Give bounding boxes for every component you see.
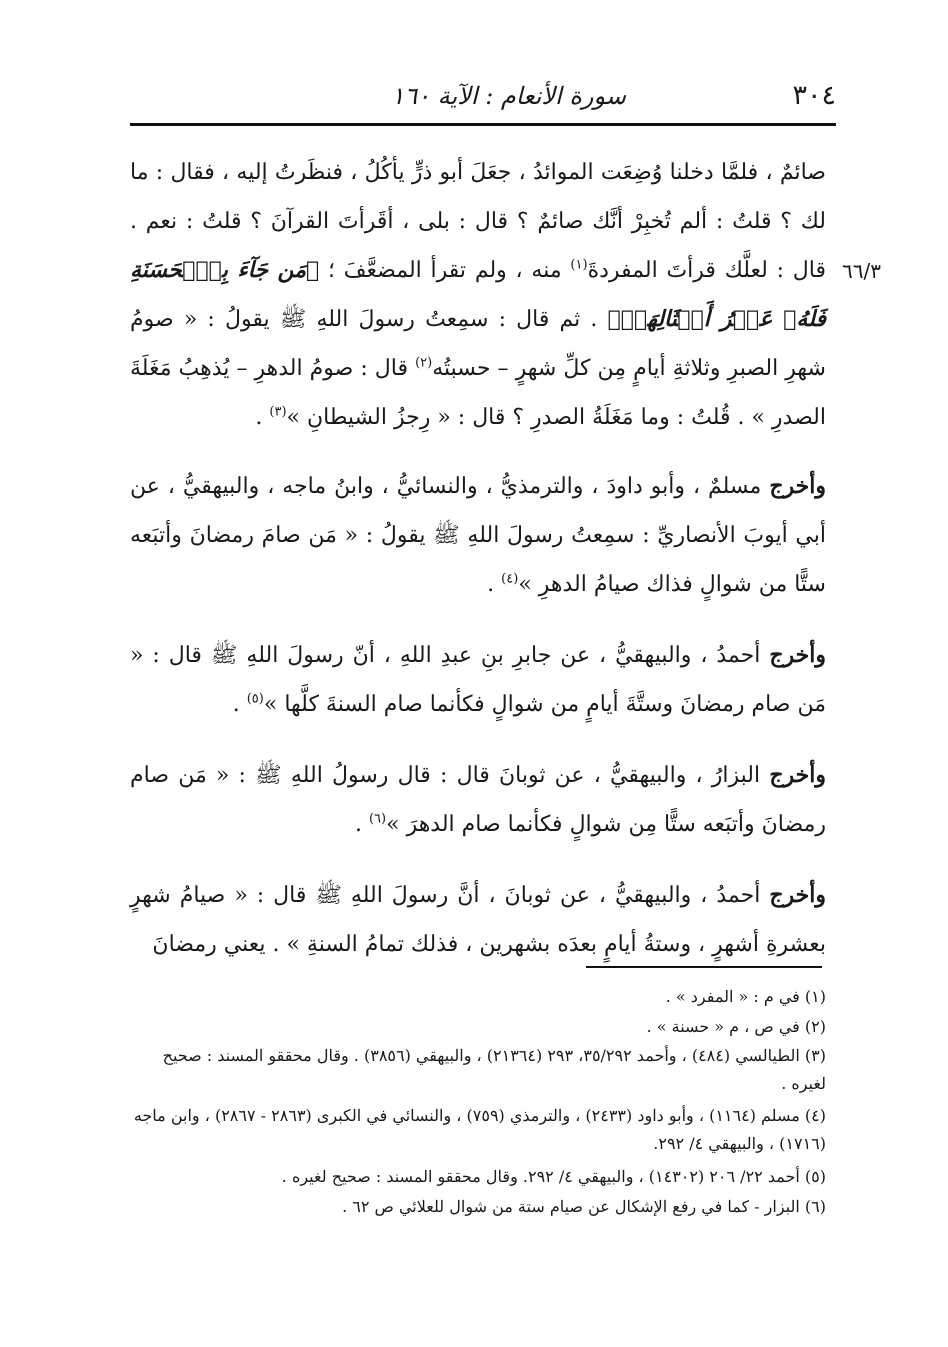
- paragraph-text: أحمدُ ، والبيهقيُّ ، عن ثوبانَ ، أنَّ رسولَ اللهِ ﷺ قال : « صيامُ شهرٍ بعشرةِ أشهرٍ ، وستةُ أيامٍ بعدَه بشهرين ، فذلك تمامُ السنةِ » . يعني رمضانَ: [130, 883, 826, 957]
- page-number: ٣٠٤: [792, 80, 836, 111]
- paragraph-text: مسلمٌ ، وأبو داودَ ، والترمذيُّ ، والنسائيُّ ، وابنُ ماجه ، والبيهقيُّ ، عن أبي أيوبَ الأنصاريِّ : سمِعتُ رسولَ اللهِ ﷺ يقولُ : « مَن صامَ رمضانَ وأتبَعه ستًّا من شوالٍ فذاك صيامُ الدهرِ »: [130, 474, 826, 597]
- paragraph-4: [130, 751, 826, 849]
- footnote-2: (٢) في ص ، م « حسنة » .: [646, 1017, 826, 1036]
- paragraph-lead-word: وأخرج: [769, 473, 826, 499]
- paragraph-text: .: [255, 405, 270, 430]
- footnote-5: (٥) أحمد ٢٢/ ٢٠٦ (١٤٣٠٢) ، والبيهقي ٤/ ٢٩٢. وقال محققو المسند : صحيح لغيره .: [281, 1167, 826, 1186]
- footnotes: [130, 982, 826, 1222]
- paragraph-1: [130, 148, 826, 442]
- footnote-marker: (٢): [415, 355, 433, 371]
- paragraph-lead-word: وأخرج: [769, 882, 826, 908]
- footnote-marker: (٣): [269, 404, 287, 420]
- main-text: [130, 148, 826, 991]
- footnote-marker: (٥): [246, 691, 264, 707]
- paragraph-text: منه ، ولم تقرأ المضعَّفَ ؛: [319, 258, 571, 283]
- paragraph-2: [130, 462, 826, 609]
- footnote-3: (٣) الطيالسي (٤٨٤) ، وأحمد ٣٥/٢٩٢، ٢٩٣ (٢١٣٦٤) ، والبيهقي (٣٨٥٦) . وقال محققو المسند : صحيح لغيره .: [162, 1046, 826, 1093]
- footnote-marker: (٦): [368, 811, 387, 827]
- paragraph-text: قال : صومُ الدهرِ – يُذهِبُ مَغَلَةَ الصدرِ » . قُلتُ : وما مَغَلَةُ الصدرِ ؟ قال : « رِجزُ الشيطانِ »: [130, 356, 826, 430]
- footnote-marker: (١): [570, 257, 588, 273]
- footnote-6: (٦) البزار - كما في رفع الإشكال عن صيام ستة من شوال للعلائي ص ٦٢ .: [342, 1197, 826, 1216]
- paragraph-text: . ثم قال : سمِعتُ رسولَ اللهِ ﷺ يقولُ : « صومُ شهرِ الصبرِ وثلاثةِ أيامٍ مِن كلِّ شهرٍ – حسبتُه: [130, 307, 826, 381]
- quran-verse: ﴿مَن جَآءَ بِٱلۡحَسَنَةِ فَلَهُۥ عَشۡرُ أَمۡثَالِهَاۖ﴾: [130, 257, 827, 332]
- paragraph-text: صائمٌ ، فلمَّا دخلنا وُضِعَت الموائدُ ، جعَلَ أبو ذرٍّ يأكُلُ ، فنظَرتُ إليه ، فقال : ما لك ؟ قلتُ : ألم تُخبِرْ أنَّك صائمٌ ؟ قال : بلى ، أقَرأتَ القرآنَ ؟ قلتُ : نعم . قال : لعلَّك قرأتَ المفردةَ: [130, 160, 826, 283]
- paragraph-end: .: [354, 812, 369, 837]
- footnote-4: (٤) مسلم (١١٦٤) ، وأبو داود (٢٤٣٣) ، والترمذي (٧٥٩) ، والنسائي في الكبرى (٢٨٦٣ - ٢٨٦٧) ، وابن ماجه (١٧١٦) ، والبيهقي ٤/ ٢٩٢.: [133, 1106, 826, 1153]
- running-title: سورة الأنعام : الآية ١٦٠: [391, 82, 626, 110]
- footnote-divider: [586, 966, 822, 968]
- paragraph-lead-word: وأخرج: [769, 642, 826, 668]
- paragraph-text: البزارُ ، والبيهقيُّ ، عن ثوبانَ قال : قال رسولُ اللهِ ﷺ : « مَن صام رمضانَ وأتبَعه ستًّا مِن شوالٍ فكأنما صام الدهرَ »: [130, 763, 826, 837]
- paragraph-5: [130, 871, 826, 969]
- paragraph-end: .: [487, 572, 502, 597]
- footnote-1: (١) في م : « المفرد » .: [665, 987, 826, 1006]
- paragraph-text: أحمدُ ، والبيهقيُّ ، عن جابرِ بنِ عبدِ اللهِ ، أنّ رسولَ اللهِ ﷺ قال : « مَن صام رمضانَ وستَّةَ أيامٍ من شوالٍ فكأنما صام السنةَ كلَّها »: [130, 643, 826, 717]
- paragraph-lead-word: وأخرج: [769, 762, 826, 788]
- page-header: [130, 72, 836, 122]
- paragraph-end: .: [232, 692, 247, 717]
- margin-volume-page-reference: ٦٦/٣: [842, 259, 881, 283]
- header-divider: [130, 123, 836, 126]
- footnote-marker: (٤): [501, 571, 519, 587]
- paragraph-3: [130, 631, 826, 729]
